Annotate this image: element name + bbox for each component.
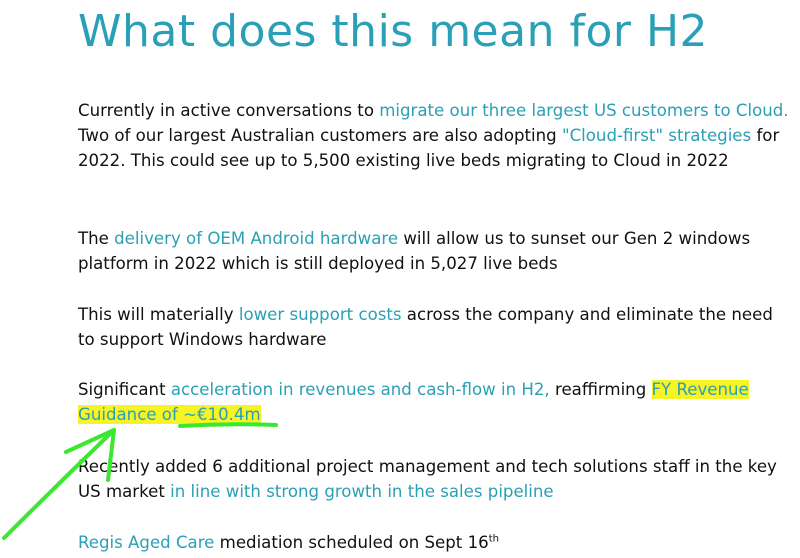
text-run: reaffirming — [549, 380, 652, 399]
slide-title: What does this mean for H2 — [78, 6, 709, 57]
highlight-text: acceleration in revenues and cash-flow in H2, — [170, 380, 550, 399]
highlight-text: in line with strong growth in the sales pipeline — [170, 482, 554, 501]
text-run: for 2022. This could see up to 5,500 existing live beds migrating to Cloud in 2022 — [78, 126, 780, 170]
text-run: The — [78, 229, 115, 248]
text-run: will allow us to sunset our Gen 2 windows platform in 2022 which is still deployed in 5,027 live beds — [78, 229, 751, 273]
paragraph-android-hardware — [78, 226, 792, 276]
paragraph-revenue-guidance — [78, 377, 792, 427]
highlight-text: delivery of OEM Android hardware — [114, 229, 399, 248]
text-run: Significant — [78, 380, 171, 399]
text-run: Two of our largest Australian customers are also adopting — [78, 126, 562, 145]
text-run: Recently added 6 additional project management and tech solutions staff in the key US market — [78, 457, 777, 501]
marker-highlighted-guidance: FY Revenue Guidance of ~€10.4m — [78, 380, 749, 424]
paragraph-cloud-migration — [78, 98, 792, 173]
paragraph-mediation — [78, 530, 792, 555]
ordinal-suffix: th — [488, 533, 499, 545]
highlight-text: migrate our three largest US customers to Cloud. — [379, 101, 789, 120]
text-run: Currently in active conversations to — [78, 101, 380, 120]
text-run: across the company and eliminate the need to support Windows hardware — [78, 305, 773, 349]
text-run: This will materially — [78, 305, 239, 324]
text-run: mediation scheduled on Sept 16 — [214, 533, 489, 552]
paragraph-staff-added — [78, 454, 792, 504]
highlight-text: lower support costs — [238, 305, 402, 324]
highlight-text: "Cloud-first" strategies — [561, 126, 752, 145]
paragraph-support-costs — [78, 302, 792, 352]
highlight-text: Regis Aged Care — [78, 533, 215, 552]
